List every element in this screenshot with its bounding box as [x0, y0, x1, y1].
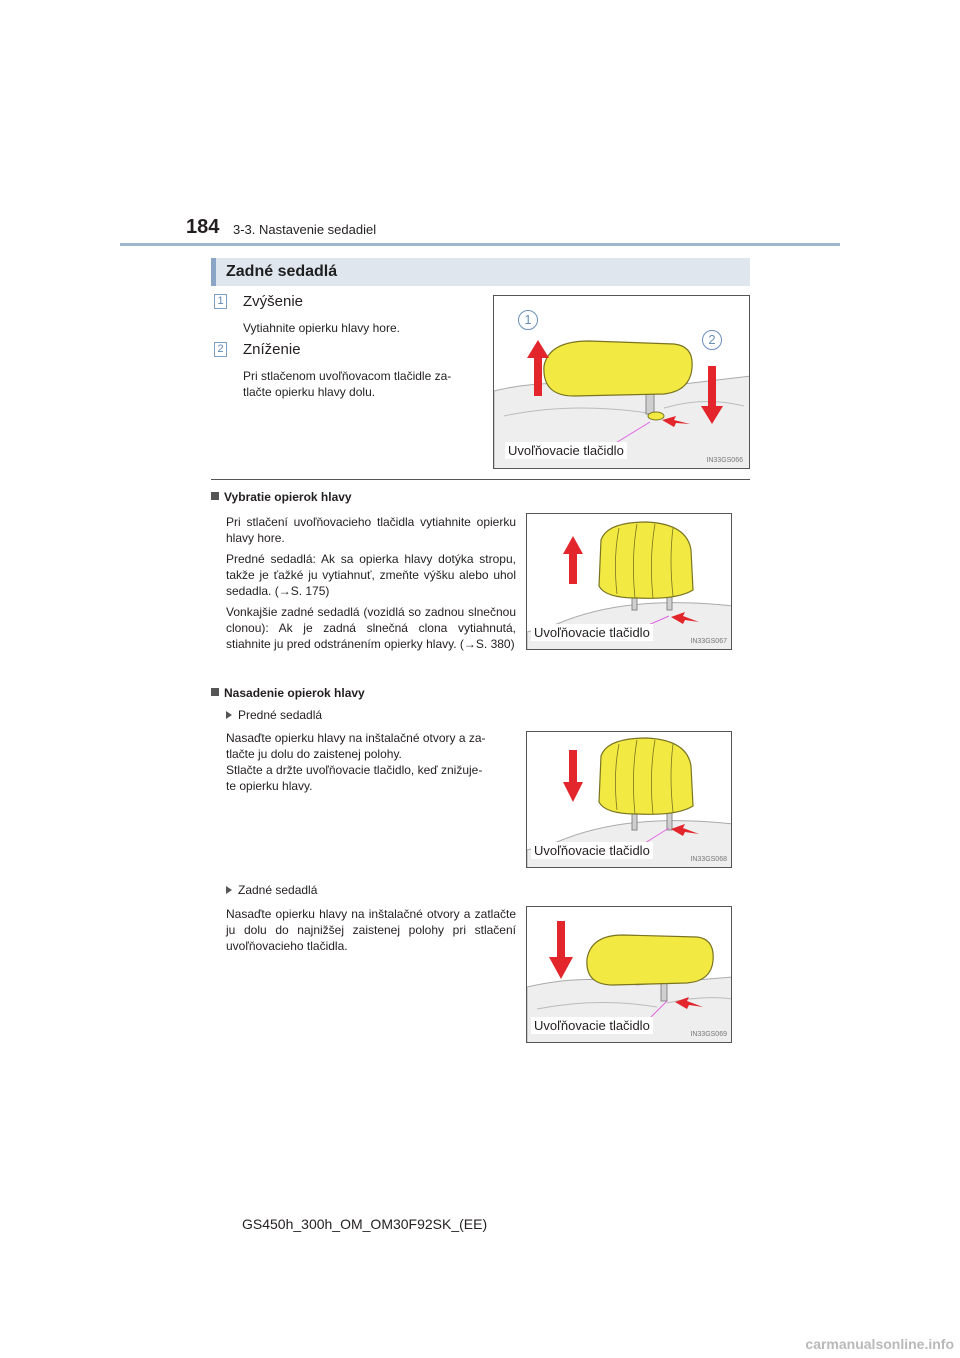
figure-1-code: IN33GS066 — [706, 457, 743, 464]
item-1-title: Zvýšenie — [243, 293, 304, 310]
figure-1-label: Uvoľňovacie tlačidlo — [505, 442, 627, 459]
item-2-title: Zníženie — [243, 341, 301, 358]
front-seats-label — [226, 708, 322, 722]
item-2-desc — [243, 368, 478, 400]
removal-paragraph-2: Predné sedadlá: Ak sa opierka hlavy dotýka stropu, takže je ťažké ju vytiahnuť, zmeňte výšku alebo uhol sedadla. (→S. 175) — [226, 552, 516, 598]
figure-1-callout-1: 1 — [518, 310, 538, 330]
rear-seats-text — [226, 906, 516, 959]
square-bullet-icon — [211, 688, 219, 696]
front-line-3: Stlačte a držte uvoľňovacie tlačidlo, keď znižuje- — [226, 763, 483, 777]
square-bullet-icon — [211, 492, 219, 500]
figure-4-label: Uvoľňovacie tlačidlo — [531, 1017, 653, 1034]
figure-2-code: IN33GS067 — [690, 638, 727, 645]
header-rule — [120, 243, 840, 246]
figure-install-rear — [526, 906, 732, 1043]
item-1-desc: Vytiahnite opierku hlavy hore. — [243, 321, 400, 335]
removal-heading — [211, 490, 352, 504]
sub-rule — [211, 479, 750, 480]
triangle-bullet-icon — [226, 886, 232, 894]
figure-3-code: IN33GS068 — [690, 856, 727, 863]
removal-text — [226, 514, 516, 657]
section-bar — [211, 258, 750, 286]
front-line-2: tlačte ju dolu do zaistenej polohy. — [226, 747, 402, 761]
footer-code: GS450h_300h_OM_OM30F92SK_(EE) — [242, 1216, 488, 1232]
item-1-number: 1 — [214, 294, 227, 309]
front-line-1: Nasaďte opierku hlavy na inštalačné otvory a za- — [226, 731, 486, 745]
figure-removal — [526, 513, 732, 650]
front-seats-text — [226, 730, 516, 794]
front-seats-label-text: Predné sedadlá — [238, 708, 323, 722]
item-2-desc-line-2: tlačte opierku hlavy dolu. — [243, 385, 376, 399]
front-line-4: te opierku hlavy. — [226, 779, 313, 793]
figure-1-callout-2: 2 — [702, 330, 722, 350]
item-2-number: 2 — [214, 342, 227, 357]
figure-3-label: Uvoľňovacie tlačidlo — [531, 842, 653, 859]
section-title: 3-3. Nastavenie sedadiel — [233, 222, 377, 237]
figure-raise-lower — [493, 295, 750, 469]
rear-paragraph: Nasaďte opierku hlavy na inštalačné otvory a zatlačte ju dolu do najnižšej zaistenej polohy pri stlačení uvoľňovacieho tlačidla. — [226, 907, 516, 953]
section-bar-title: Zadné sedadlá — [226, 263, 338, 280]
removal-paragraph-1: Pri stlačení uvoľňovacieho tlačidla vytiahnite opierku hlavy hore. — [226, 515, 516, 545]
watermark: carmanualsonline.info — [805, 1336, 954, 1352]
install-heading-text: Nasadenie opierok hlavy — [224, 686, 365, 700]
triangle-bullet-icon — [226, 711, 232, 719]
install-heading — [211, 686, 365, 700]
item-2-desc-line-1: Pri stlačenom uvoľňovacom tlačidle za- — [243, 369, 452, 383]
figure-4-code: IN33GS069 — [690, 1031, 727, 1038]
figure-2-label: Uvoľňovacie tlačidlo — [531, 624, 653, 641]
rear-seats-label — [226, 883, 317, 897]
rear-seats-label-text: Zadné sedadlá — [238, 883, 318, 897]
removal-heading-text: Vybratie opierok hlavy — [224, 490, 352, 504]
removal-paragraph-3: Vonkajšie zadné sedadlá (vozidlá so zadnou slnečnou clonou): Ak je zadná slnečná clona vytiahnutá, stiahnite ju pred odstránením opierky hlavy. (→S. 380) — [226, 605, 516, 651]
figure-install-front — [526, 731, 732, 868]
page-number: 184 — [186, 216, 220, 238]
